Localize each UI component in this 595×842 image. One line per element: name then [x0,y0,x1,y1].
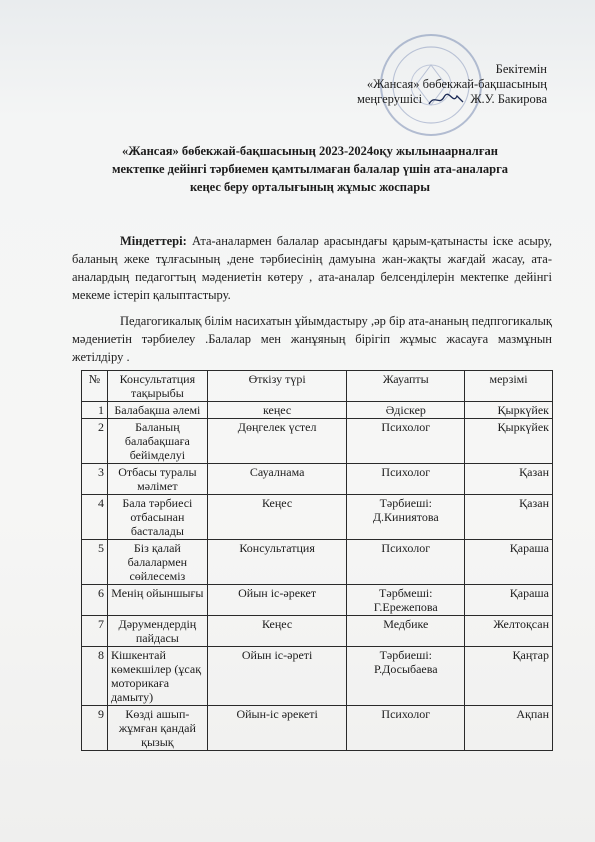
row-number: 3 [82,464,108,495]
row-date: Ақпан [465,706,553,751]
table-row [82,495,553,540]
row-number: 9 [82,706,108,751]
row-topic: Балабақша әлемі [107,402,207,419]
row-form: Ойын іс-әреті [207,647,347,706]
row-responsible: Психолог [347,540,465,585]
table-row [82,647,553,706]
row-date: Желтоқсан [465,616,553,647]
approval-signatory [247,92,547,107]
document-title [60,142,560,196]
row-number: 2 [82,419,108,464]
row-topic: Бала тәрбиесі отбасынан басталады [107,495,207,540]
row-number: 8 [82,647,108,706]
table-row [82,540,553,585]
row-date: Қараша [465,540,553,585]
approval-position: меңгерушісі [356,92,423,106]
row-number: 7 [82,616,108,647]
row-date: Қараша [465,585,553,616]
goals-label: Міндеттері: [120,234,187,248]
row-responsible: Медбике [347,616,465,647]
row-form: Консультатция [207,540,347,585]
consultation-plan-table [81,370,553,751]
row-responsible: Психолог [347,706,465,751]
row-responsible: Психолог [347,419,465,464]
row-number: 6 [82,585,108,616]
row-topic: Баланың балабақшаға бейімделуі [107,419,207,464]
approval-organization: «Жансая» бөбекжай-бақшасының [366,77,547,91]
intro-text: Педагогикалық білім насихатын ұйымдастыру ,әр бір ата-ананың педпгогикалық мәдениетін тәрбиелеу .Балалар мен жанұяның бірігіп жұмыс жасауға мазмұнын жетілдіру . [72,314,552,364]
row-date: Қазан [465,495,553,540]
goals-paragraph [72,232,552,304]
row-form: Ойын-іс әрекеті [207,706,347,751]
row-date: Қазан [465,464,553,495]
table-row [82,402,553,419]
row-number: 1 [82,402,108,419]
header-date: мерзімі [465,371,553,402]
row-form: Кеңес [207,495,347,540]
row-responsible: Тәрбиеші: Д.Киниятова [347,495,465,540]
table-row [82,419,553,464]
title-line-2: мектепке дейінгі тәрбиемен қамтылмаған балалар үшін ата-аналарга [111,162,509,176]
row-responsible: Тәрбмеші: Г.Ережепова [347,585,465,616]
row-number: 4 [82,495,108,540]
row-topic: Дәрумендердің пайдасы [107,616,207,647]
header-form: Өткізу түрі [207,371,347,402]
header-responsible: Жауапты [347,371,465,402]
row-form: кеңес [207,402,347,419]
row-form: Сауалнама [207,464,347,495]
table-header-row [82,371,553,402]
row-responsible: Психолог [347,464,465,495]
table-row [82,706,553,751]
row-form: Ойын іс-әрекет [207,585,347,616]
approval-block [247,62,547,107]
row-form: Дөңгелек үстел [207,419,347,464]
title-line-3: кеңес беру орталығының жұмыс жоспары [190,180,430,194]
row-date: Қыркүйек [465,419,553,464]
table-row [82,616,553,647]
table-row [82,585,553,616]
row-topic: Көзді ашып-жұмған қандай қызық [107,706,207,751]
row-responsible: Тәрбиеші: Р.Досыбаева [347,647,465,706]
row-date: Қаңтар [465,647,553,706]
row-topic: Біз қалай балалармен сөйлесеміз [107,540,207,585]
row-topic: Отбасы туралы мәлімет [107,464,207,495]
row-number: 5 [82,540,108,585]
approval-title: Бекітемін [495,62,547,76]
header-number: № [82,371,108,402]
header-topic: Консультатция тақырыбы [107,371,207,402]
row-topic: Менің ойыншығы [107,585,207,616]
goals-text: Ата-аналармен балалар арасындағы қарым-қатынасты іске асыру, баланың жеке тұлғасының ,дене тәрбиесінің дамуына жан-жақты жағдай жасау, ата-аналардың педагогтың мәдениетін көтеру , ата-аналар белсенділерін мектепке дейінгі мекеме істеріп қалыптастыру. [72,234,552,302]
title-line-1: «Жансая» бөбекжай-бақшасының 2023-2024оқу жылынаарналған [122,144,498,158]
table-row [82,464,553,495]
row-responsible: Әдіскер [347,402,465,419]
intro-paragraph [72,312,552,366]
approval-name: Ж.У. Бакирова [470,92,547,106]
row-date: Қыркүйек [465,402,553,419]
row-topic: Кішкентай көмекшілер (ұсақ моторикаға дамыту) [107,647,207,706]
row-form: Кеңес [207,616,347,647]
handwritten-signature [427,93,465,107]
